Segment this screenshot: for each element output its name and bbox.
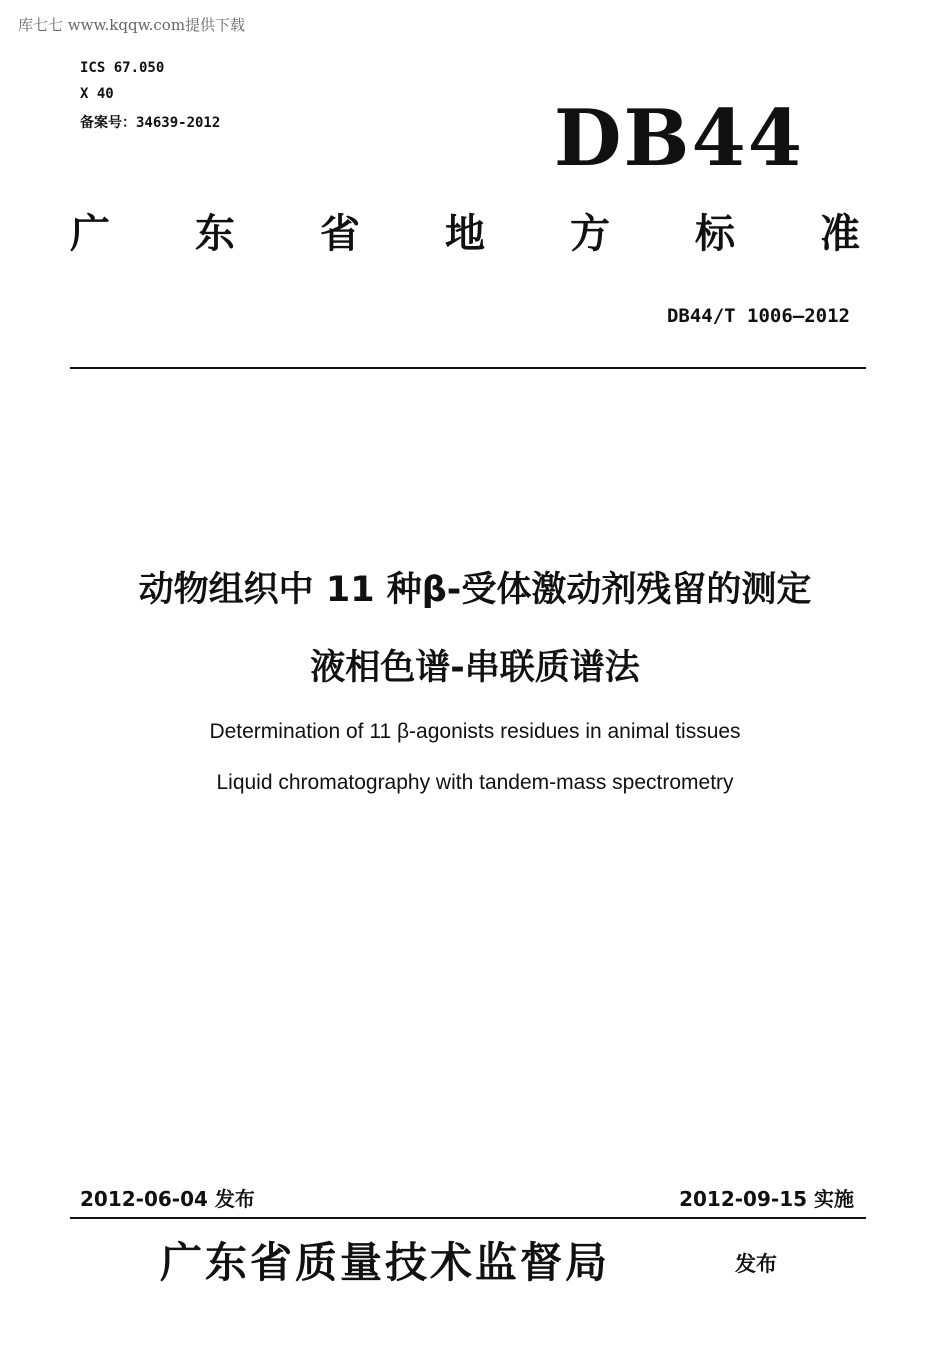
title-chinese-line2: 液相色谱-串联质谱法	[310, 648, 640, 688]
classification-code: X 40	[80, 86, 114, 102]
ics-code: ICS 67.050	[80, 60, 165, 76]
title-english-line2: Liquid chromatography with tandem-mass spectrometry	[216, 771, 734, 794]
heading-char: 地	[445, 211, 485, 257]
footer-divider	[70, 1217, 866, 1219]
header-divider	[70, 367, 866, 369]
record-number: 备案号：34639-2012	[80, 115, 221, 131]
standard-type-heading	[70, 211, 860, 257]
heading-char: 省	[320, 211, 360, 257]
standard-number: DB44/T 1006—2012	[666, 305, 850, 327]
watermark-text: 库七七 www.kqqw.com提供下载	[18, 16, 246, 34]
standard-code-mark: DB44	[553, 93, 804, 184]
heading-char: 广	[70, 211, 110, 257]
issue-label: 发布	[735, 1252, 777, 1276]
heading-char: 标	[695, 211, 735, 257]
title-english-line1: Determination of 11 β-agonists residues in animal tissues	[209, 720, 741, 743]
heading-char: 东	[195, 211, 235, 257]
implementation-date: 2012-09-15 实施	[679, 1187, 854, 1211]
title-chinese-line1: 动物组织中 11 种β-受体激动剂残留的测定	[138, 570, 812, 610]
issue-date: 2012-06-04 发布	[80, 1187, 255, 1211]
heading-char: 方	[570, 211, 610, 257]
heading-char: 准	[820, 211, 860, 257]
issuing-authority: 广东省质量技术监督局	[160, 1238, 611, 1287]
